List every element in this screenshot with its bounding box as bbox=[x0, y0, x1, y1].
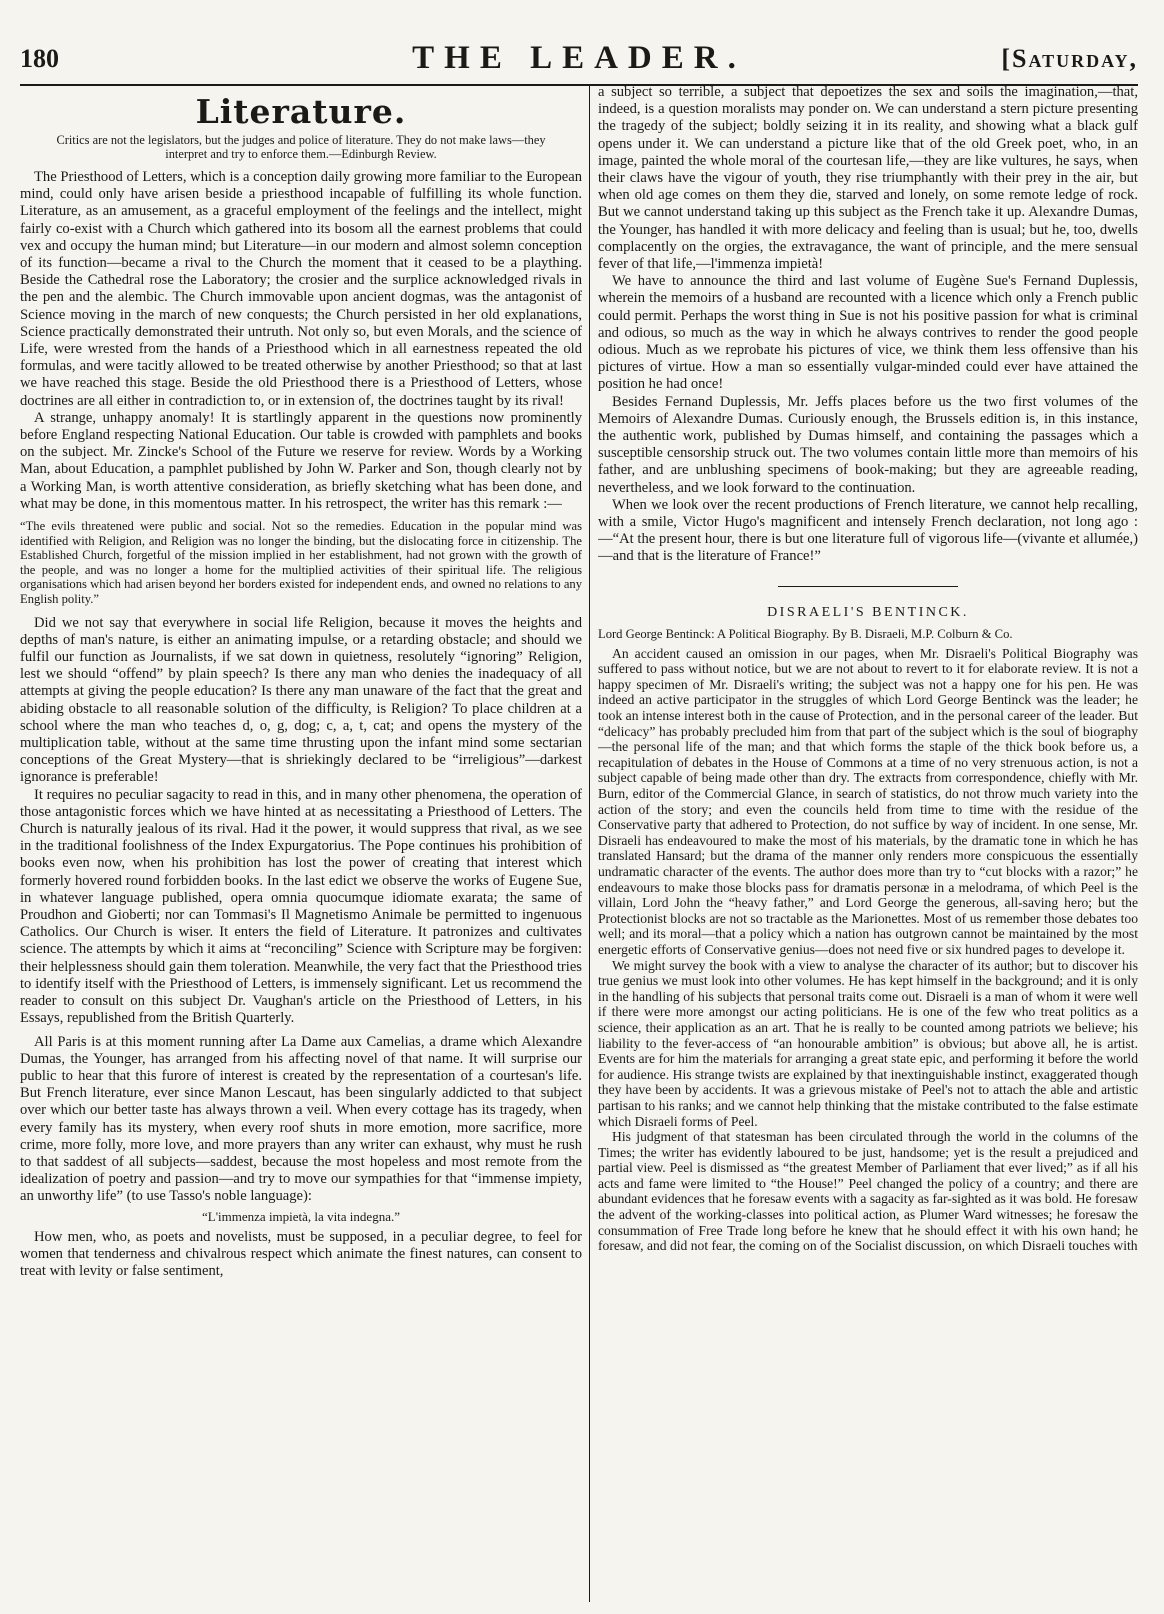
paragraph: It requires no peculiar sagacity to read in this, and in many other phenomena, the operation of those antagonistic forces which we have hinted at as necessitating a Priesthood of Letters. The Church is naturally jealous of its rival. Had it the power, it would suppress that rival, as we see in the traditional foolishness of the Index Expurgatorius. The Pope continues his prohibition of books even now, when his prohibition has lost the power of creating that interest which formerly hovered round forbidden books. In the last edict we observe the works of Eugene Sue, in whatever language published, opera omnia quocumque idiomate exarata; the same of Proudhon and Gioberti; nor can Tommasi's Il Magnetismo Animale be permitted to ingenuous Catholics. Our Church is wiser. It enters the field of Literature. It patronizes and cultivates science. The attempts by which it aims at “reconciling” Science with Scripture may be forgiven: their helplessness should gain them toleration. Meanwhile, the very fact that the Priesthood tries to identify itself with the Priesthood of Letters, is immensely significant. Let us recommend the reader to consult on this subject Dr. Vaughan's article on the Priesthood of Letters, in his Essays, republished from the British Quarterly. bbox=[20, 786, 582, 1027]
page-number: 180 bbox=[20, 44, 59, 73]
left-column bbox=[20, 84, 582, 1602]
block-quote: “The evils threatened were public and social. Not so the remedies. Education in the popular mind was identified with Religion, and Religion was no longer the binding, but the dislocating force in citizenship. The Established Church, forgetful of the mission implied in her establishment, had not grown with the growth of the people, and was no longer a home for the multiplied activities of their spiritual life. The religious organisations which had arisen beyond her borders existed for independent ends, and owned no relations to any English polity.” bbox=[20, 519, 582, 607]
paragraph: a subject so terrible, a subject that depoetizes the sex and soils the imagination,—that, indeed, is a question moralists may ponder on. We can understand a stern picture presenting the tragedy of the subject; boldly seizing it in its reality, and showing what a black gulf opens under it. We can understand a picture like that of the old Greek poet, who, in an image, painted the whole moral of the courtesan life,—they are like vultures, he says, when their claws have the vigour of youth, they rise triumphantly with their prey in the air, but when old age comes on them they die, starved and lonely, on some remote ledge of rock. But we cannot understand taking up this subject as the French take it up. Alexandre Dumas, the Younger, has handled it with more delicacy and feeling than is usual; but he, too, dwells complacently on the orgies, the extravagance, the want of principle, and the mere sensual fever of that life,—l'immenza impietà! bbox=[598, 84, 1138, 273]
paragraph: An accident caused an omission in our pages, when Mr. Disraeli's Political Biography was suffered to pass without notice, but we are not about to revert to it for elaborate review. It is not a happy specimen of Mr. Disraeli's writing; the subject was not a happy one for his pen. He was indeed an active participator in the struggles of which Lord George Bentinck was the leader; he took an intense interest both in the cause of Protection, and in the personal career of the leader. But “delicacy” has probably precluded him from that part of the subject which is the soul of biography—the personal life of the man; and that which forms the staple of the thick book before us, a recapitulation of debates in the House of Commons at a time of no very strenuous action, is not a subject capable of being made other than dry. The extracts from correspondence, chiefly with Mr. Burn, editor of the Commercial Glance, in search of statistics, do not throw much variety into the action of the story; and even the councils held from time to time with the residue of the Conservative party that adhered to Protection, do not suffice by way of incident. In one sense, Mr. Disraeli has endeavoured to make the most of his materials, by the dramatic tone in which he has translated Hansard; but the drama of the manner only renders more conspicuous the essentially undramatic character of the events. The author does more than try to “cut blocks with a razor;” he endeavours to make those blocks pass for dramatis personæ in a melodrama, of which Peel is the villain, Lord John the “heavy father,” and Lord George the generous, all-saving hero; but the Protectionist blocks are not so tractable as the Marionettes. Most of us remember those debates too well; and its moral—that a policy which a nation has outgrown cannot be maintained by the most energetic efforts of Conservative genius—does not need five or six hundred pages to develope it. bbox=[598, 645, 1138, 957]
column-divider bbox=[589, 84, 590, 1602]
paragraph: When we look over the recent productions of French literature, we cannot help recalling, with a smile, Victor Hugo's magnificent and intensely French declaration, not long ago :—“At the present hour, there is but one literature full of vigorous life—(vivante et allumée,)—and that is the literature of France!” bbox=[598, 496, 1138, 565]
paragraph: Did we not say that everywhere in social life Religion, because it moves the heights and depths of man's nature, is either an animating impulse, or a retarding obstacle; and should we fulfil our function as Journalists, if we sat down in quietness, resolutely “ignoring” Religion, lest we should “offend” by plain speech? Is there any man who denies the inadequacy of all attempts at giving the people education? Is there any man unaware of the fact that the great and abiding obstacle to all reasonable solution of the difficulty, is Religion? To place children at a school where the man who teaches d, o, g, dog; c, a, t, cat; and opens the mystery of the multiplication table, without at the same time thrusting upon the infant mind some sectarian conceptions of the Great Mystery—that is shriekingly declared to be “irreligious”—darkest ignorance is preferable! bbox=[20, 614, 582, 786]
paragraph: His judgment of that statesman has been circulated through the world in the columns of the Times; the writer has evidently laboured to be just, handsome; yet is the result a prejudiced and partial view. Peel is dismissed as “the greatest Member of Parliament that ever lived;” as if all his acts and fame were limited to “the House!” Peel changed the policy of a country; and there are abundant evidences that he foresaw events with a sagacity as far-sighted as it was bold. He foresaw the advent of the working-classes into political action, as Plumer Ward witnesses; he foresaw the consummation of Free Trade long before he knew that he should effect it with his own hand; he foresaw, and did not fear, the coming on of the Socialist discussion, on which Disraeli touches with bbox=[598, 1129, 1138, 1254]
issue-day: [Saturday, bbox=[1001, 44, 1138, 73]
paragraph: We might survey the book with a view to analyse the character of its author; but to discover his true genius we must look into other volumes. He has kept himself in the background; and it is only in the handling of his subjects that personal traits come out. Disraeli is a man of whom it were well if there were more amongst our acting politicians. He is one of the few who treat politics as a science, their application as an art. That he is really to be counted among patriots we believe; his liability to the fever-access of “an honourable ambition” is obvious; but above all, he is artist. Events are for him the materials for arranging a great state epic, and performing it before the world for audience. His strange twists are explained by that inextinguishable instinct, exaggerated though they have been by accidents. It was a grievous mistake of Peel's not to attach the able and artistic partisan to his ranks; and we cannot help thinking that the mistake contributed to the false estimate which Disraeli forms of Peel. bbox=[598, 957, 1138, 1129]
masthead bbox=[20, 26, 1138, 86]
verse-quote: “L'immenza impietà, la vita indegna.” bbox=[202, 1208, 400, 1224]
article-heading: DISRAELI'S BENTINCK. bbox=[767, 604, 969, 620]
article-byline: Lord George Bentinck: A Political Biography. By B. Disraeli, M.P. Colburn & Co. bbox=[598, 626, 1013, 641]
paragraph: A strange, unhappy anomaly! It is startlingly apparent in the questions now prominently before England respecting National Education. Our table is crowded with pamphlets and books on the subject. Mr. Zincke's School of the Future we reserve for review. Words by a Working Man, about Education, a pamphlet published by John W. Parker and Son, though clearly not by a Working Man, is worth attentive consideration, as briefly sketching what has been done, and what may be done, in this momentous matter. In his retrospect, the writer has this remark :— bbox=[20, 409, 582, 512]
paragraph: How men, who, as poets and novelists, must be supposed, in a peculiar degree, to feel for women that tenderness and chivalrous respect which animate the finest natures, can consent to treat with levity or false sentiment, bbox=[20, 1228, 582, 1279]
section-title: Literature. bbox=[195, 92, 407, 131]
section-motto: Critics are not the legislators, but the judges and police of literature. They do not make laws—they interpret and try to enforce them.—Edinburgh Review. bbox=[56, 133, 546, 161]
article-separator bbox=[778, 586, 958, 587]
paragraph: Besides Fernand Duplessis, Mr. Jeffs places before us the two first volumes of the Memoirs of Alexandre Dumas. Curiously enough, the Brussels edition is, in this instance, the authentic work, published by Dumas himself, and containing the passages which a susceptible censorship struck out. The two volumes contain little more than memoirs of his father, and are unblushing specimens of book-making; but they are agreeable reading, nevertheless, and we look forward to the continuation. bbox=[598, 393, 1138, 496]
paragraph: All Paris is at this moment running after La Dame aux Camelias, a drame which Alexandre Dumas, the Younger, has arranged from his affecting novel of that name. It will surprise our public to hear that this furore of interest is created by the representation of a courtesan's life. But French literature, ever since Manon Lescaut, has been singularly addicted to that subject over which our better taste has always thrown a veil. When every cottage has its tragedy, when every family has its mystery, when every roof shuts in more emotion, more sacrifice, more crime, more folly, more love, and more prayers than any writer can exhaust, why must he rush to that saddest of all subjects—saddest, because the most hopeless and most remote from the idealization of poetry and passion—and try to move our sympathies for that “immense impiety, an unworthy life” (to use Tasso's noble language): bbox=[20, 1033, 582, 1205]
newspaper-title: THE LEADER. bbox=[412, 40, 746, 76]
paragraph: We have to announce the third and last volume of Eugène Sue's Fernand Duplessis, wherein the memoirs of a husband are recounted with a licence which only a French public could permit. Perhaps the worst thing in Sue is not his positive passion for what is criminal and odious, so much as the way in which he always contrives to render the good people odious. Much as we reprobate his pictures of vice, we think them less offensive than his pictures of virtue. How a man so essentially vulgar-minded could ever have attained the position he had once! bbox=[598, 273, 1138, 393]
paragraph: The Priesthood of Letters, which is a conception daily growing more familiar to the European mind, could only have arisen beside a priesthood incapable of fulfilling its whole function. Literature, as an amusement, as a graceful employment of the feelings and the intellect, might fairly co-exist with a Church which gathered into its bosom all the earnest problems that could vex and occupy the human mind; but Literature—in our modern and almost solemn conception of its function—became a rival to the Church the moment that it ceased to be a plaything. Beside the Cathedral rose the Laboratory; the crosier and the surplice acknowledged rivals in the pen and the alembic. The Church immovable upon ancient dogmas, was the antagonist of Science moving in the march of new conquests; the Church persisted in her old explanations, Science practically demonstrated their untruth. Not only so, but even Morals, and the science of Life, were wrested from the hands of a Priesthood which in all earnestness repeated the old formulas, and were tacitly allowed to be treated otherwise by another Priesthood; so that at last we have reached this stage. Beside the old Priesthood there is a Priesthood of Letters, whose doctrines are all either in contradiction to, or in extension of, the doctrines taught by its rival! bbox=[20, 169, 582, 409]
right-column bbox=[598, 84, 1138, 1602]
